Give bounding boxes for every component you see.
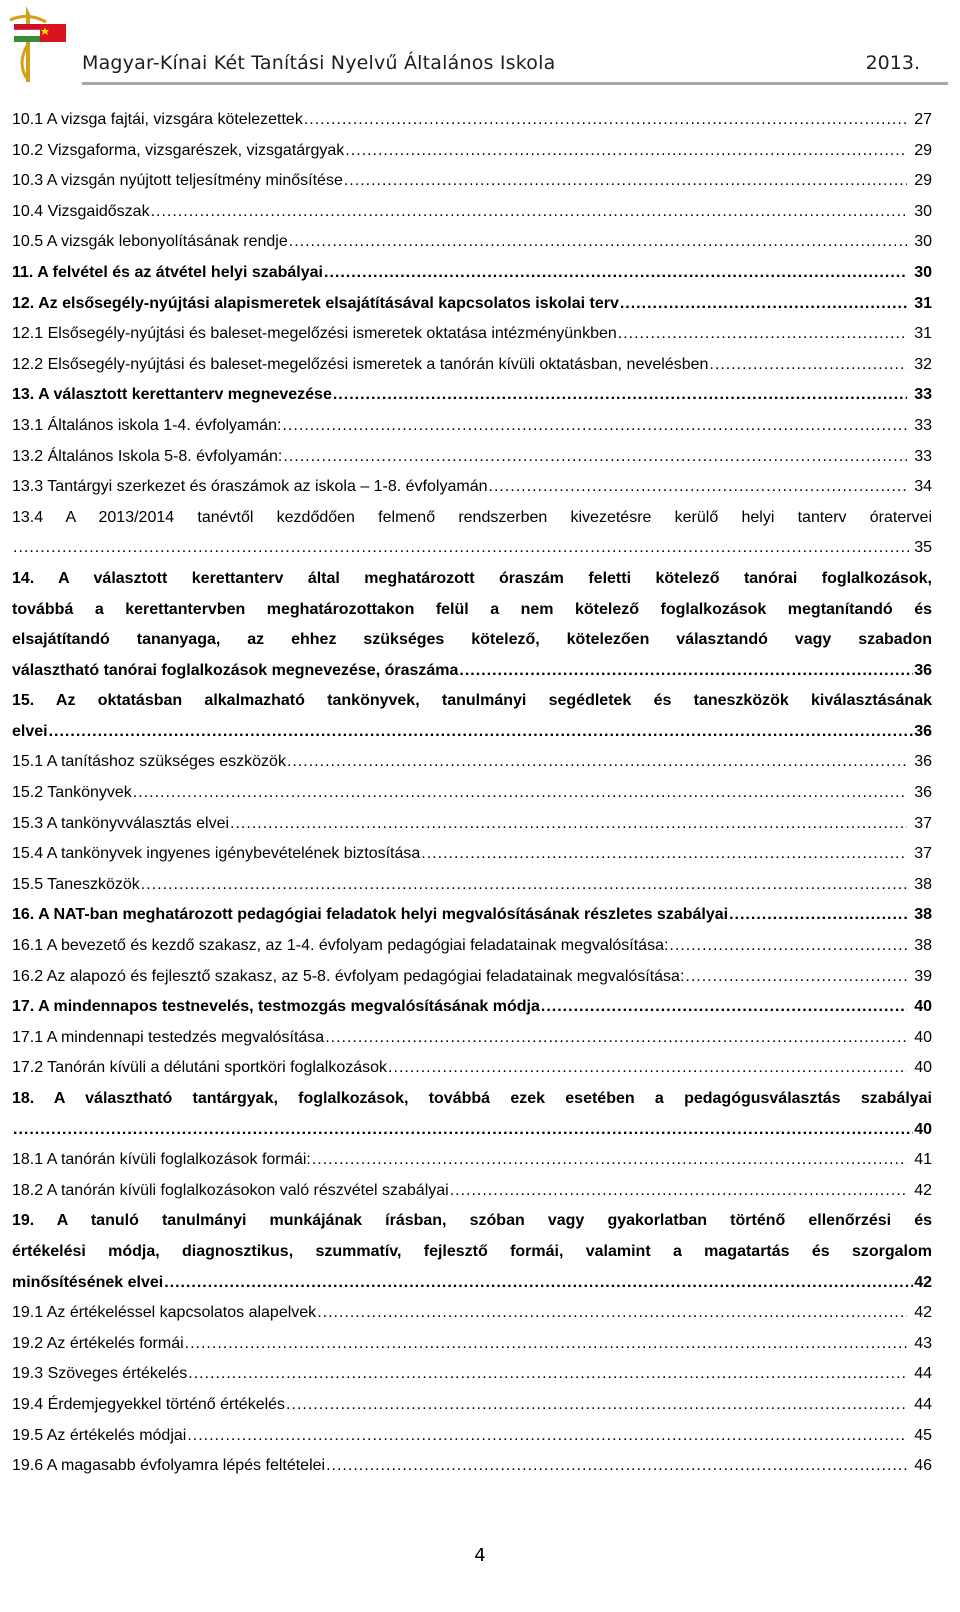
toc-page-number: 45	[914, 1426, 932, 1444]
dot-leader	[685, 962, 907, 993]
toc-page-number: 34	[914, 478, 932, 496]
dot-leader	[13, 1115, 913, 1146]
toc-page-number: 42	[914, 1304, 932, 1322]
toc-entry-label: 10.3 A vizsgán nyújtott teljesítmény minősítése	[12, 172, 343, 190]
toc-page-number: 31	[914, 294, 932, 312]
toc-entry[interactable]	[12, 227, 932, 258]
toc-entry[interactable]	[12, 1298, 932, 1329]
toc-entry-label: 12.2 Elsősegély-nyújtási és baleset-megelőzési ismeretek a tanórán kívüli oktatásban, nevelésben	[12, 355, 709, 373]
dot-leader	[312, 1145, 907, 1176]
toc-entry-label: 16. A NAT-ban meghatározott pedagógiai feladatok helyi megvalósításának részletes szabályai	[12, 906, 729, 924]
table-of-contents	[12, 105, 932, 1482]
toc-entry-last-line	[12, 1115, 932, 1146]
toc-entry-label: 19.6 A magasabb évfolyamra lépés feltételei	[12, 1457, 326, 1475]
toc-page-number: 38	[914, 906, 932, 924]
toc-page-number: 36	[914, 753, 932, 771]
dot-leader	[669, 931, 907, 962]
toc-entry[interactable]	[12, 931, 932, 962]
toc-page-number: 30	[914, 233, 932, 251]
toc-entry-label: 15.2 Tankönyvek	[12, 784, 132, 802]
toc-entry-label: 15.3 A tankönyvválasztás elvei	[12, 814, 230, 832]
toc-entry[interactable]	[12, 747, 932, 778]
toc-entry-label: 19.3 Szöveges értékelés	[12, 1365, 188, 1383]
toc-entry-label: 13.2 Általános Iskola 5-8. évfolyamán:	[12, 447, 283, 465]
dot-leader	[304, 105, 907, 136]
dot-leader	[151, 197, 907, 228]
toc-entry[interactable]	[12, 380, 932, 411]
toc-entry-label-line: 18. A választható tantárgyak, foglalkozások, továbbá ezek esetében a pedagógusválasztás szabályai	[12, 1090, 932, 1107]
toc-entry[interactable]	[12, 992, 932, 1023]
toc-page-number: 42	[914, 1273, 932, 1291]
dot-leader	[421, 839, 907, 870]
toc-entry[interactable]	[12, 503, 932, 564]
dot-leader	[450, 1176, 907, 1207]
dot-leader	[185, 1329, 907, 1360]
toc-entry[interactable]	[12, 1451, 932, 1482]
toc-entry-label: 19.5 Az értékelés módjai	[12, 1426, 187, 1444]
toc-entry[interactable]	[12, 1023, 932, 1054]
toc-entry-label-line: elsajátítandó tananyaga, az ehhez szükséges kötelező, kötelezően választandó vagy szabadon	[12, 631, 932, 649]
dot-leader	[188, 1359, 907, 1390]
toc-page-number: 40	[914, 998, 932, 1016]
dot-leader	[489, 472, 908, 503]
toc-entry-label-line: továbbá a kerettantervben meghatározottakon felül a nem kötelező foglalkozások megtanítandó és	[12, 600, 932, 618]
toc-entry[interactable]	[12, 350, 932, 381]
dot-leader	[345, 136, 907, 167]
toc-entry-label: 12.1 Elsősegély-nyújtási és baleset-megelőzési ismeretek oktatása intézményünkben	[12, 325, 617, 343]
toc-page-number: 27	[914, 111, 932, 128]
dot-leader	[325, 1023, 907, 1054]
toc-page-number: 41	[914, 1151, 932, 1169]
toc-entry[interactable]	[12, 289, 932, 320]
toc-page-number: 33	[914, 386, 932, 404]
toc-page-number: 36	[914, 784, 932, 802]
dot-leader	[133, 778, 907, 809]
dot-leader	[618, 319, 907, 350]
toc-entry-label: 17.1 A mindennapi testedzés megvalósítása	[12, 1028, 325, 1046]
toc-entry-label: elvei	[12, 722, 48, 740]
toc-entry[interactable]	[12, 778, 932, 809]
toc-page-number: 29	[914, 172, 932, 190]
page-number: 4	[474, 1545, 486, 1566]
dot-leader	[287, 747, 907, 778]
toc-entry[interactable]	[12, 1421, 932, 1452]
toc-page-number: 33	[914, 447, 932, 465]
toc-entry[interactable]	[12, 900, 932, 931]
dot-leader	[289, 227, 907, 258]
dot-leader	[286, 1390, 907, 1421]
dot-leader	[729, 900, 907, 931]
dot-leader	[13, 533, 913, 564]
toc-page-number: 38	[914, 875, 932, 893]
toc-entry[interactable]	[12, 839, 932, 870]
toc-page-number: 38	[914, 937, 932, 955]
toc-entry-label: 19.4 Érdemjegyekkel történő értékelés	[12, 1395, 286, 1413]
toc-page-number: 44	[914, 1395, 932, 1413]
toc-entry-label: 18.2 A tanórán kívüli foglalkozásokon való részvétel szabályai	[12, 1181, 449, 1199]
dot-leader	[333, 380, 907, 411]
dot-leader	[709, 350, 907, 381]
toc-entry-label: választható tanórai foglalkozások megnevezése, óraszáma	[12, 661, 459, 679]
toc-entry-label: 10.5 A vizsgák lebonyolításának rendje	[12, 233, 288, 251]
toc-page-number: 40	[914, 1120, 932, 1138]
dot-leader	[282, 411, 907, 442]
toc-page-number: 46	[914, 1457, 932, 1475]
toc-entry-label: 15.5 Taneszközök	[12, 875, 140, 893]
school-name: Magyar-Kínai Két Tanítási Nyelvű Általános Iskola	[82, 52, 556, 74]
toc-entry-label: 13.1 Általános iskola 1-4. évfolyamán:	[12, 416, 282, 434]
toc-page-number: 30	[914, 263, 932, 281]
toc-entry-label: minősítésének elvei	[12, 1273, 164, 1291]
toc-entry-label: 19.2 Az értékelés formái	[12, 1334, 184, 1352]
toc-page-number: 36	[914, 722, 932, 740]
toc-entry[interactable]	[12, 1359, 932, 1390]
toc-entry[interactable]	[12, 1053, 932, 1084]
toc-entry-label-line: 13.4 A 2013/2014 tanévtől kezdődően felmenő rendszerben kivezetésre kerülő helyi tanterv óratervei	[12, 508, 932, 526]
toc-page-number: 40	[914, 1059, 932, 1077]
toc-page-number: 43	[914, 1334, 932, 1352]
dot-leader	[187, 1421, 907, 1452]
toc-entry[interactable]	[12, 1084, 932, 1145]
document-year: 2013.	[865, 52, 920, 74]
header-divider	[82, 82, 948, 85]
toc-entry-label: 13.3 Tantárgyi szerkezet és óraszámok az iskola – 1-8. évfolyamán	[12, 478, 488, 496]
toc-entry-label: 16.2 Az alapozó és fejlesztő szakasz, az 5-8. évfolyam pedagógiai feladatainak megvalósítása:	[12, 967, 685, 985]
toc-entry-label: 10.2 Vizsgaforma, vizsgarészek, vizsgatárgyak	[12, 141, 345, 159]
dot-leader	[141, 870, 907, 901]
toc-page-number: 42	[914, 1181, 932, 1199]
dot-leader	[459, 656, 913, 687]
toc-entry-label: 18.1 A tanórán kívüli foglalkozások formái:	[12, 1151, 311, 1169]
toc-entry[interactable]	[12, 166, 932, 197]
toc-entry-label: 17.2 Tanórán kívüli a délutáni sportköri foglalkozások	[12, 1059, 388, 1077]
toc-page-number: 33	[914, 416, 932, 434]
toc-entry-label: 13. A választott kerettanterv megnevezése	[12, 386, 332, 404]
toc-page-number: 35	[914, 539, 932, 557]
toc-entry-label: 15.1 A tanításhoz szükséges eszközök	[12, 753, 286, 771]
toc-entry-label: 12. Az elsősegély-nyújtási alapismeretek elsajátításával kapcsolatos iskolai terv	[12, 294, 619, 312]
toc-entry[interactable]	[12, 1145, 932, 1176]
toc-page-number: 31	[914, 325, 932, 343]
dot-leader	[326, 1451, 907, 1482]
toc-entry[interactable]	[12, 564, 932, 686]
toc-entry-last-line	[12, 1268, 932, 1299]
toc-entry[interactable]	[12, 105, 932, 136]
toc-entry-label-line: 19. A tanuló tanulmányi munkájának írásban, szóban vagy gyakorlatban történő ellenőrzési és	[12, 1212, 932, 1230]
toc-page-number: 30	[914, 202, 932, 220]
dot-leader	[283, 442, 907, 473]
toc-entry-last-line	[12, 717, 932, 748]
toc-page-number: 32	[914, 355, 932, 373]
toc-entry-label: 17. A mindennapos testnevelés, testmozgás megvalósításának módja	[12, 998, 540, 1016]
toc-entry[interactable]	[12, 136, 932, 167]
toc-page-number: 40	[914, 1028, 932, 1046]
toc-page-number: 44	[914, 1365, 932, 1383]
toc-entry-last-line	[12, 533, 932, 564]
dot-leader	[541, 992, 907, 1023]
toc-entry[interactable]	[12, 319, 932, 350]
toc-entry[interactable]	[12, 472, 932, 503]
toc-entry-label-line: értékelési módja, diagnosztikus, szummatív, fejlesztő formái, valamint a magatartás és szorgalom	[12, 1242, 932, 1260]
toc-entry-label: 19.1 Az értékeléssel kapcsolatos alapelvek	[12, 1304, 317, 1322]
dot-leader	[324, 258, 907, 289]
toc-entry-label: 16.1 A bevezető és kezdő szakasz, az 1-4. évfolyam pedagógiai feladatainak megvalósítása:	[12, 937, 669, 955]
toc-entry-label: 10.1 A vizsga fajtái, vizsgára kötelezettek	[12, 111, 303, 128]
dot-leader	[49, 717, 914, 748]
toc-entry[interactable]	[12, 809, 932, 840]
toc-entry-label: 11. A felvétel és az átvétel helyi szabályai	[12, 263, 323, 281]
toc-entry[interactable]	[12, 1206, 932, 1298]
toc-page-number: 37	[914, 814, 932, 832]
toc-page-number: 29	[914, 141, 932, 159]
toc-entry-label-line: 15. Az oktatásban alkalmazható tankönyvek, tanulmányi segédletek és taneszközök kiválasztásának	[12, 692, 932, 710]
toc-entry-label-line: 14. A választott kerettanterv által meghatározott óraszám feletti kötelező tanórai foglalkozások,	[12, 569, 932, 587]
toc-page-number: 37	[914, 845, 932, 863]
page-header	[0, 0, 960, 90]
toc-entry[interactable]	[12, 442, 932, 473]
toc-entry[interactable]	[12, 686, 932, 747]
toc-entry[interactable]	[12, 258, 932, 289]
toc-entry[interactable]	[12, 1176, 932, 1207]
toc-entry-label: 15.4 A tankönyvek ingyenes igénybevételének biztosítása	[12, 845, 421, 863]
dot-leader	[344, 166, 907, 197]
toc-entry[interactable]	[12, 1390, 932, 1421]
toc-entry-last-line	[12, 656, 932, 687]
dot-leader	[317, 1298, 907, 1329]
dot-leader	[230, 809, 907, 840]
toc-entry[interactable]	[12, 1329, 932, 1360]
toc-entry[interactable]	[12, 870, 932, 901]
toc-entry[interactable]	[12, 411, 932, 442]
dot-leader	[388, 1053, 907, 1084]
school-logo-icon	[6, 4, 76, 89]
toc-entry[interactable]	[12, 197, 932, 228]
toc-entry-label: 10.4 Vizsgaidőszak	[12, 202, 150, 220]
dot-leader	[164, 1268, 913, 1299]
toc-page-number: 39	[914, 967, 932, 985]
toc-page-number: 36	[914, 661, 932, 679]
dot-leader	[620, 289, 907, 320]
toc-entry[interactable]	[12, 962, 932, 993]
